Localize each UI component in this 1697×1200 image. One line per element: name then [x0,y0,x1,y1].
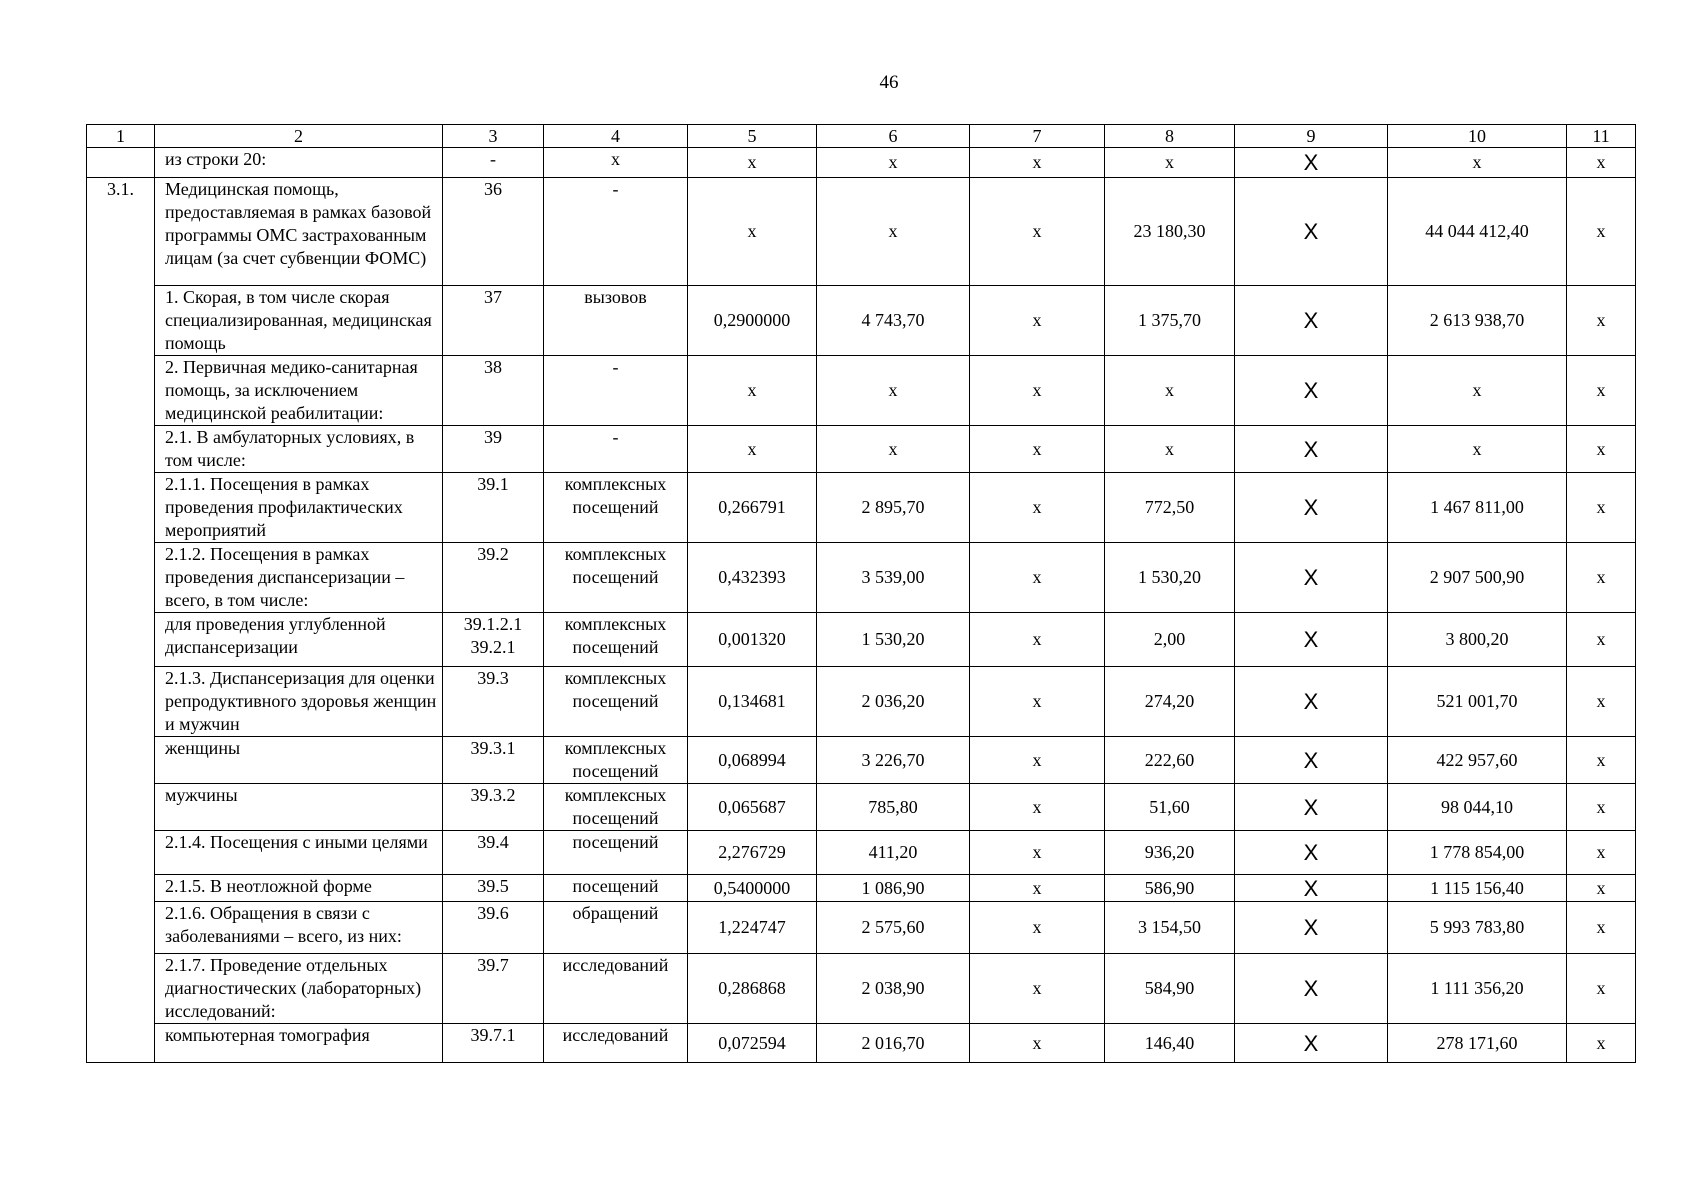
per-capita-oms: 772,50 [1105,473,1235,543]
table-row [87,286,1636,356]
col-9: Х [1235,473,1388,543]
col-11: х [1567,178,1636,286]
col-9: Х [1235,831,1388,875]
volume-norm: х [688,148,817,178]
row-name: Медицинская помощь, предоставляемая в рамках базовой программы ОМС застрахованным лицам (за счет субвенции ФОМС) [155,178,443,286]
row-name: 2. Первичная медико-санитарная помощь, за исключением медицинской реабилитации: [155,356,443,426]
sum-oms: 44 044 412,40 [1388,178,1567,286]
row-name: для проведения углубленной диспансеризации [155,613,443,667]
unit: посещений [544,875,688,902]
volume-norm: 1,224747 [688,902,817,954]
unit: комплексных посещений [544,543,688,613]
column-number: 11 [1567,125,1636,148]
column-number: 10 [1388,125,1567,148]
per-capita-oms: х [1105,426,1235,473]
table-row [87,613,1636,667]
row-code: 39.3 [443,667,544,737]
row-name: компьютерная томография [155,1024,443,1063]
per-capita-oms: 274,20 [1105,667,1235,737]
volume-norm: 0,286868 [688,954,817,1024]
per-capita-oms: 1 375,70 [1105,286,1235,356]
table-row [87,426,1636,473]
volume-norm: 2,276729 [688,831,817,875]
unit: вызовов [544,286,688,356]
unit: посещений [544,831,688,875]
col-9: Х [1235,543,1388,613]
col-11: х [1567,737,1636,784]
cost-norm: 3 539,00 [817,543,970,613]
row-name: 2.1.4. Посещения с иными целями [155,831,443,875]
cost-norm: 4 743,70 [817,286,970,356]
cost-norm: 2 038,90 [817,954,970,1024]
sum-oms: х [1388,356,1567,426]
sum-oms: 3 800,20 [1388,613,1567,667]
cost-norm: 2 575,60 [817,902,970,954]
per-capita-oms: 3 154,50 [1105,902,1235,954]
sum-oms: 2 907 500,90 [1388,543,1567,613]
unit: комплексных посещений [544,667,688,737]
volume-norm: 0,134681 [688,667,817,737]
table-row [87,902,1636,954]
per-capita-oms: 1 530,20 [1105,543,1235,613]
col-11: х [1567,356,1636,426]
row-code: 39.2 [443,543,544,613]
table-row [87,667,1636,737]
row-name: из строки 20: [155,148,443,178]
table-row [87,784,1636,831]
col-11: х [1567,148,1636,178]
cost-norm: 3 226,70 [817,737,970,784]
row-code: 39.7.1 [443,1024,544,1063]
col-11: х [1567,286,1636,356]
cost-norm: 1 530,20 [817,613,970,667]
row-code: 39.6 [443,902,544,954]
col-11: х [1567,1024,1636,1063]
col-11: х [1567,784,1636,831]
row-code: 39.7 [443,954,544,1024]
sum-oms: 278 171,60 [1388,1024,1567,1063]
col-9: Х [1235,875,1388,902]
col-9: Х [1235,1024,1388,1063]
col-9: Х [1235,667,1388,737]
row-name: 2.1.5. В неотложной форме [155,875,443,902]
row-code: - [443,148,544,178]
col-11: х [1567,613,1636,667]
column-number: 6 [817,125,970,148]
per-capita-budget: х [970,737,1105,784]
cost-norm: 411,20 [817,831,970,875]
cost-norm: 2 036,20 [817,667,970,737]
row-name: 2.1.7. Проведение отдельных диагностических (лабораторных) исследований: [155,954,443,1024]
unit: комплексных посещений [544,613,688,667]
unit: х [544,148,688,178]
table-row [87,148,1636,178]
col-9: Х [1235,954,1388,1024]
volume-norm: х [688,178,817,286]
sum-oms: 1 111 356,20 [1388,954,1567,1024]
col-11: х [1567,426,1636,473]
unit: обращений [544,902,688,954]
per-capita-budget: х [970,784,1105,831]
unit: комплексных посещений [544,473,688,543]
table-row [87,737,1636,784]
per-capita-budget: х [970,178,1105,286]
per-capita-oms: 222,60 [1105,737,1235,784]
row-code: 38 [443,356,544,426]
page-number: 46 [879,72,899,93]
volume-norm: х [688,356,817,426]
row-code: 39.5 [443,875,544,902]
sum-oms: 422 957,60 [1388,737,1567,784]
per-capita-budget: х [970,831,1105,875]
table-row [87,543,1636,613]
per-capita-budget: х [970,473,1105,543]
per-capita-budget: х [970,902,1105,954]
unit: - [544,178,688,286]
per-capita-budget: х [970,543,1105,613]
per-capita-budget: х [970,286,1105,356]
table-row [87,1024,1636,1063]
row-code: 39.1 [443,473,544,543]
volume-norm: 0,432393 [688,543,817,613]
row-name: 1. Скорая, в том числе скорая специализированная, медицинская помощь [155,286,443,356]
col-9: Х [1235,902,1388,954]
row-code: 39.4 [443,831,544,875]
col-11: х [1567,543,1636,613]
unit: - [544,356,688,426]
volume-norm: 0,266791 [688,473,817,543]
col-9: Х [1235,148,1388,178]
per-capita-budget: х [970,356,1105,426]
cost-norm: х [817,426,970,473]
cost-norm: х [817,148,970,178]
cost-norm: 785,80 [817,784,970,831]
row-code: 39 [443,426,544,473]
column-number: 9 [1235,125,1388,148]
col-9: Х [1235,178,1388,286]
row-name: 2.1.6. Обращения в связи с заболеваниями – всего, из них: [155,902,443,954]
per-capita-oms: 51,60 [1105,784,1235,831]
row-number: 3.1. [87,178,155,1063]
sum-oms: 2 613 938,70 [1388,286,1567,356]
cost-norm: 1 086,90 [817,875,970,902]
volume-norm: 0,072594 [688,1024,817,1063]
unit: - [544,426,688,473]
col-11: х [1567,875,1636,902]
per-capita-budget: х [970,954,1105,1024]
per-capita-oms: 146,40 [1105,1024,1235,1063]
data-table [86,124,1636,1063]
sum-oms: 521 001,70 [1388,667,1567,737]
volume-norm: 0,065687 [688,784,817,831]
sum-oms: 1 467 811,00 [1388,473,1567,543]
col-9: Х [1235,356,1388,426]
table-row [87,473,1636,543]
volume-norm: 0,068994 [688,737,817,784]
col-9: Х [1235,613,1388,667]
col-9: Х [1235,426,1388,473]
volume-norm: 0,2900000 [688,286,817,356]
row-name: 2.1.1. Посещения в рамках проведения профилактических мероприятий [155,473,443,543]
table-row [87,178,1636,286]
sum-oms: 5 993 783,80 [1388,902,1567,954]
col-11: х [1567,667,1636,737]
column-number: 3 [443,125,544,148]
cost-norm: 2 895,70 [817,473,970,543]
column-number: 4 [544,125,688,148]
per-capita-budget: х [970,667,1105,737]
column-number: 1 [87,125,155,148]
column-number-row [87,125,1636,148]
row-code: 39.3.1 [443,737,544,784]
column-number: 8 [1105,125,1235,148]
row-name: 2.1. В амбулаторных условиях, в том числе: [155,426,443,473]
per-capita-oms: х [1105,148,1235,178]
per-capita-oms: 23 180,30 [1105,178,1235,286]
col-11: х [1567,831,1636,875]
column-number: 5 [688,125,817,148]
col-11: х [1567,473,1636,543]
unit: комплексных посещений [544,737,688,784]
row-code: 37 [443,286,544,356]
per-capita-oms: 586,90 [1105,875,1235,902]
sum-oms: х [1388,148,1567,178]
unit: комплексных посещений [544,784,688,831]
table-row [87,831,1636,875]
per-capita-oms: х [1105,356,1235,426]
per-capita-budget: х [970,613,1105,667]
per-capita-budget: х [970,1024,1105,1063]
volume-norm: 0,001320 [688,613,817,667]
row-name: мужчины [155,784,443,831]
table-row [87,356,1636,426]
volume-norm: 0,5400000 [688,875,817,902]
cost-norm: х [817,178,970,286]
sum-oms: 1 115 156,40 [1388,875,1567,902]
per-capita-budget: х [970,426,1105,473]
row-code: 39.3.2 [443,784,544,831]
row-code: 39.1.2.1 39.2.1 [443,613,544,667]
col-9: Х [1235,737,1388,784]
table-row [87,954,1636,1024]
per-capita-oms: 2,00 [1105,613,1235,667]
col-11: х [1567,954,1636,1024]
per-capita-oms: 584,90 [1105,954,1235,1024]
cost-norm: 2 016,70 [817,1024,970,1063]
per-capita-budget: х [970,875,1105,902]
col-11: х [1567,902,1636,954]
volume-norm: х [688,426,817,473]
sum-oms: х [1388,426,1567,473]
col-9: Х [1235,286,1388,356]
sum-oms: 98 044,10 [1388,784,1567,831]
column-number: 2 [155,125,443,148]
col-9: Х [1235,784,1388,831]
cost-norm: х [817,356,970,426]
row-name: женщины [155,737,443,784]
table-row [87,875,1636,902]
unit: исследований [544,954,688,1024]
row-name: 2.1.2. Посещения в рамках проведения диспансеризации – всего, в том числе: [155,543,443,613]
row-code: 36 [443,178,544,286]
row-name: 2.1.3. Диспансеризация для оценки репродуктивного здоровья женщин и мужчин [155,667,443,737]
sum-oms: 1 778 854,00 [1388,831,1567,875]
per-capita-oms: 936,20 [1105,831,1235,875]
per-capita-budget: х [970,148,1105,178]
column-number: 7 [970,125,1105,148]
unit: исследований [544,1024,688,1063]
row-number [87,148,155,178]
